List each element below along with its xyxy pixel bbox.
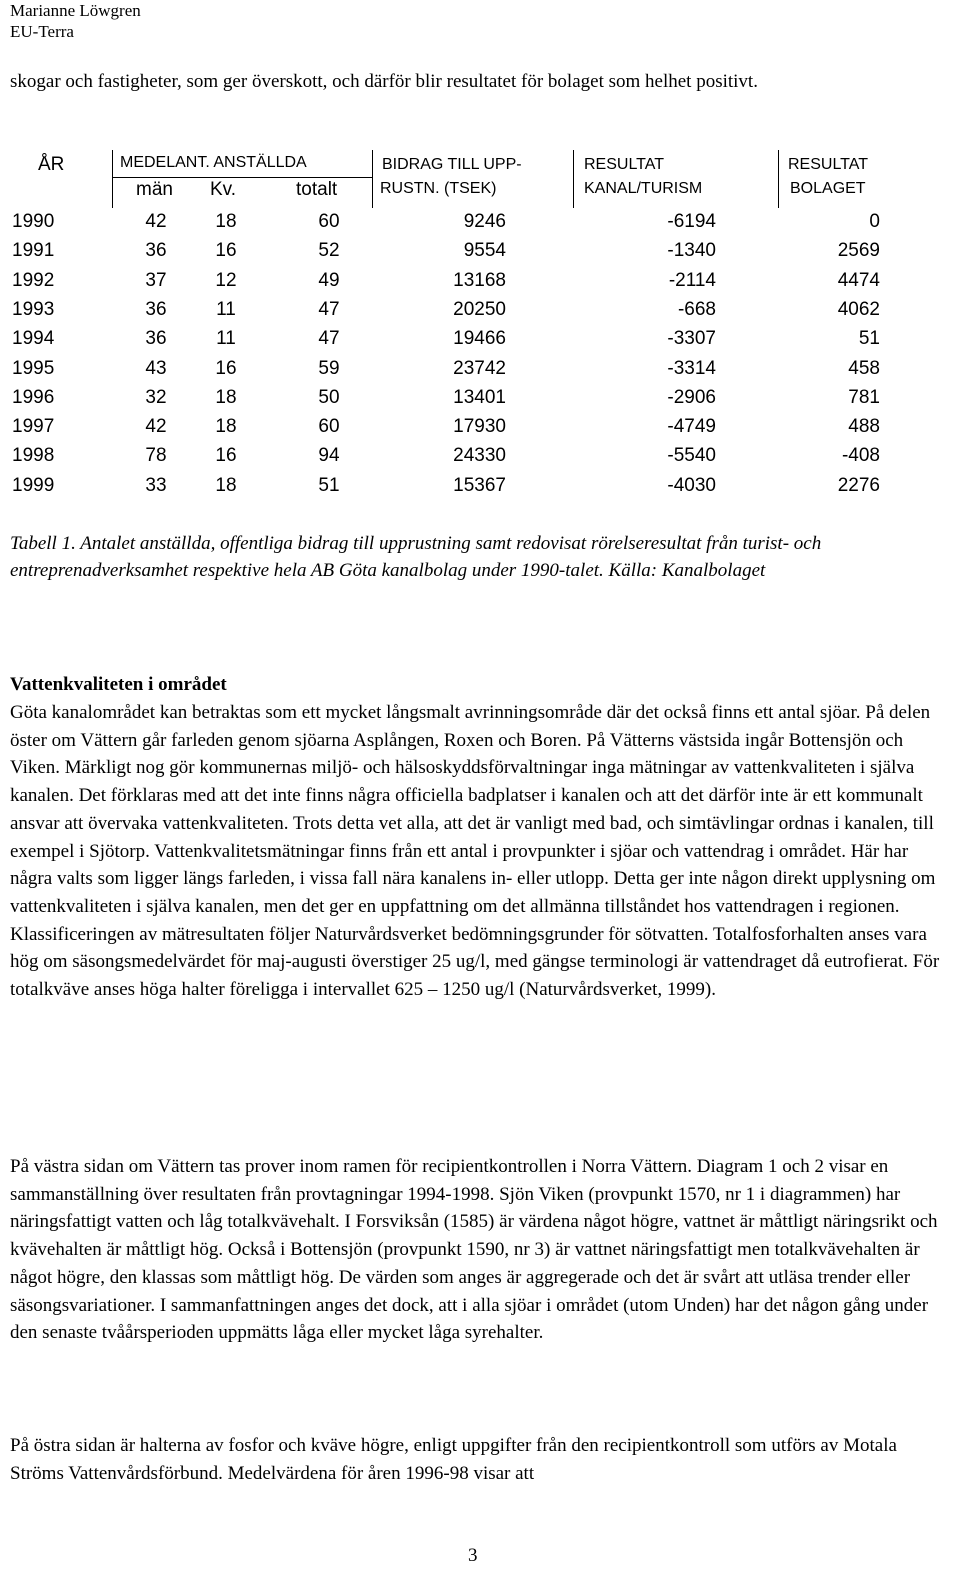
table-cell-bolag: 4474 <box>837 269 880 291</box>
table-cell-man: 36 <box>145 240 167 262</box>
table-cell-man: 78 <box>145 445 167 467</box>
table-cell-year: 1995 <box>12 357 55 379</box>
table-cell-man: 33 <box>145 474 167 496</box>
table-cell-bidrag: 13401 <box>453 386 506 408</box>
header-bolag-line2: BOLAGET <box>790 180 866 197</box>
table-cell-man: 37 <box>145 269 167 291</box>
header-medelant: MEDELANT. ANSTÄLLDA <box>120 154 307 171</box>
header-year: ÅR <box>38 154 65 175</box>
table-cell-kv: 16 <box>215 240 237 262</box>
table-cell-year: 1994 <box>12 328 55 350</box>
table-row <box>0 207 960 235</box>
table-cell-kanal: -2114 <box>668 269 716 291</box>
table-cell-man: 36 <box>145 298 167 320</box>
table-row <box>0 441 960 469</box>
header-subrule <box>112 177 372 178</box>
table-cell-kanal: -2906 <box>667 386 716 408</box>
table-cell-bidrag: 15367 <box>453 474 506 496</box>
table-cell-tot: 49 <box>318 269 340 291</box>
table-cell-bidrag: 24330 <box>453 445 506 467</box>
table-cell-tot: 50 <box>318 386 340 408</box>
table-cell-kv: 18 <box>215 211 237 232</box>
table-cell-year: 1998 <box>12 445 55 467</box>
header-divider <box>573 150 574 208</box>
table-row <box>0 412 960 440</box>
table-cell-bidrag: 17930 <box>453 416 506 438</box>
table-cell-bolag: 4062 <box>837 298 880 320</box>
table-cell-kanal: -668 <box>677 298 716 320</box>
table-cell-year: 1997 <box>12 416 55 438</box>
table-cell-bidrag: 23742 <box>453 357 506 379</box>
table-cell-kv: 16 <box>215 445 237 467</box>
table-row <box>0 471 960 499</box>
header-bidrag-line2: RUSTN. (TSEK) <box>380 180 497 197</box>
table-cell-bidrag: 19466 <box>453 328 506 350</box>
page-number: 3 <box>468 1545 478 1566</box>
table-cell-kanal: -3307 <box>667 328 716 350</box>
table-cell-bolag: 51 <box>858 328 880 350</box>
table-cell-tot: 59 <box>318 357 340 379</box>
header-totalt: totalt <box>296 179 338 200</box>
table-cell-tot: 94 <box>318 445 340 467</box>
table-cell-year: 1990 <box>12 211 55 232</box>
header-bolag-line1: RESULTAT <box>788 156 869 173</box>
table-cell-kv: 11 <box>216 298 236 320</box>
header-bidrag-line1: BIDRAG TILL UPP- <box>382 156 522 173</box>
table-row <box>0 383 960 411</box>
table-cell-year: 1993 <box>12 298 55 320</box>
table-row <box>0 324 960 352</box>
table-cell-tot: 51 <box>318 474 340 496</box>
table-cell-kanal: -4749 <box>667 416 716 438</box>
header-divider <box>778 150 779 208</box>
table-cell-year: 1991 <box>12 240 55 262</box>
table-cell-tot: 47 <box>318 328 340 350</box>
table-cell-kanal: -3314 <box>667 357 716 379</box>
table-cell-bidrag: 20250 <box>453 298 506 320</box>
table-row <box>0 295 960 323</box>
table-cell-kv: 18 <box>215 474 237 496</box>
table-cell-man: 42 <box>145 416 167 438</box>
table-cell-man: 36 <box>145 328 167 350</box>
table-cell-man: 42 <box>145 211 167 232</box>
table-cell-bolag: 488 <box>848 416 880 438</box>
table-cell-bidrag: 9554 <box>463 240 506 262</box>
table-caption: Tabell 1. Antalet anställda, offentliga bidrag till upprustning samt redovisat rörelseresultat från turist- och entreprenadverksamhet respektive hela AB Göta kanalbolag under 1990-talet. Källa: Kanalbolaget <box>10 533 822 581</box>
table-cell-kv: 11 <box>216 328 236 350</box>
author-name: Marianne Löwgren <box>10 1 141 20</box>
table-cell-bolag: 0 <box>869 211 880 232</box>
table-cell-kanal: -4030 <box>667 474 716 496</box>
header-divider <box>372 150 373 208</box>
header-man: män <box>136 179 173 200</box>
table-cell-bolag: 2276 <box>837 474 880 496</box>
table-row <box>0 354 960 382</box>
table-cell-bolag: 2569 <box>837 240 880 262</box>
header-kanal-line1: RESULTAT <box>584 156 665 173</box>
table-cell-man: 43 <box>145 357 167 379</box>
intro-paragraph: skogar och fastigheter, som ger överskott, och därför blir resultatet för bolaget som helhet positivt. <box>10 71 758 92</box>
table-cell-bolag: 458 <box>848 357 880 379</box>
data-table <box>0 150 960 510</box>
table-cell-tot: 47 <box>318 298 340 320</box>
table-cell-tot: 52 <box>318 240 340 262</box>
header-divider <box>112 150 113 208</box>
table-cell-year: 1999 <box>12 474 55 496</box>
table-cell-kanal: -1340 <box>667 240 716 262</box>
table-cell-kanal: -5540 <box>667 445 716 467</box>
header-kv: Kv. <box>210 179 237 200</box>
table-row <box>0 266 960 294</box>
table-cell-bolag: -408 <box>841 445 880 467</box>
table-cell-tot: 60 <box>318 416 340 438</box>
table-cell-tot: 60 <box>318 211 340 232</box>
body-paragraph: På östra sidan är halterna av fosfor och kväve högre, enligt uppgifter från den recipientkontroll som utförs av Motala Ströms Vattenvårdsförbund. Medelvärdena för åren 1996-98 visar att <box>10 1435 897 1484</box>
table-cell-year: 1996 <box>12 386 55 408</box>
table-cell-bidrag: 13168 <box>453 269 506 291</box>
table-cell-bidrag: 9246 <box>463 211 506 232</box>
table-cell-bolag: 781 <box>848 386 880 408</box>
organization-name: EU-Terra <box>10 22 74 41</box>
body-paragraph: På västra sidan om Vättern tas prover inom ramen för recipientkontrollen i Norra Vättern. Diagram 1 och 2 visar en sammanställning över resultaten från provtagningar 1994-1998. Sjön Viken (provpunkt 1570, nr 1 i diagrammen) har näringsfattigt vatten och låg totalkvävehalt. I Forsviksån (1585) är värdena något högre, vattnet är måttligt näringsrikt och kvävehalten är måttligt hög. Också i Bottensjön (provpunkt 1590, nr 3) är vattnet näringsfattigt men totalkvävehalten är något högre, den klassas som måttligt hög. De värden som anges är aggregerade och det är svårt att utläsa trender eller säsongsvariationer. I sammanfattningen anges det dock, att i alla sjöar i området (utom Unden) har det någon gång under den senaste tvåårsperioden uppmätts låga eller mycket låga syrehalter. <box>10 1156 938 1344</box>
header-kanal-line2: KANAL/TURISM <box>584 180 703 197</box>
table-cell-kv: 12 <box>215 269 237 291</box>
section-heading: Vattenkvaliteten i området <box>10 674 227 695</box>
table-cell-year: 1992 <box>12 269 55 291</box>
body-paragraph: Göta kanalområdet kan betraktas som ett mycket långsmalt avrinningsområde där det också finns ett antal sjöar. På delen öster om Vättern går farleden genom sjöarna Asplången, Roxen och Boren. På Vätterns västsida ingår Bottensjön och Viken. Märkligt nog gör kommunernas miljö- och hälsoskyddsförvaltningar inga mätningar av vattenkvaliteten i själva kanalen. Det förklaras med att det inte finns några officiella badplatser i kanalen och att det därför inte är ett kommunalt ansvar att övervaka vattenkvaliteten. Trots detta vet alla, att det är vanligt med bad, och simtävlingar ordnas i kanalen, till exempel i Sjötorp. Vattenkvalitetsmätningar finns från ett antal i provpunkter i sjöar och vattendrag i området. Här har några valts som ligger längs farleden, i vissa fall nära kanalens in- eller utlopp. Detta ger inte någon direkt upplysning om vattenkvaliteten i själva kanalen, men det ger en uppfattning om det allmänna tillståndet hos vattendragen i regionen. Klassificeringen av mätresultaten följer Naturvårdsverket bedömningsgrunder för sötvatten. Totalfosforhalten anses vara hög om säsongsmedelvärdet för maj-augusti överstiger 25 ug/l, med gängse terminologi är vattendraget då eutrofierat. För totalkväve anses höga halter föreligga i intervallet 625 – 1250 ug/l (Naturvårdsverket, 1999). <box>10 702 940 1001</box>
page-header <box>10 0 141 42</box>
table-cell-kv: 18 <box>215 416 237 438</box>
table-cell-kv: 16 <box>215 357 237 379</box>
table-cell-kanal: -6194 <box>667 211 716 232</box>
table-cell-kv: 18 <box>215 386 237 408</box>
table-row <box>0 236 960 264</box>
table-cell-man: 32 <box>145 386 167 408</box>
